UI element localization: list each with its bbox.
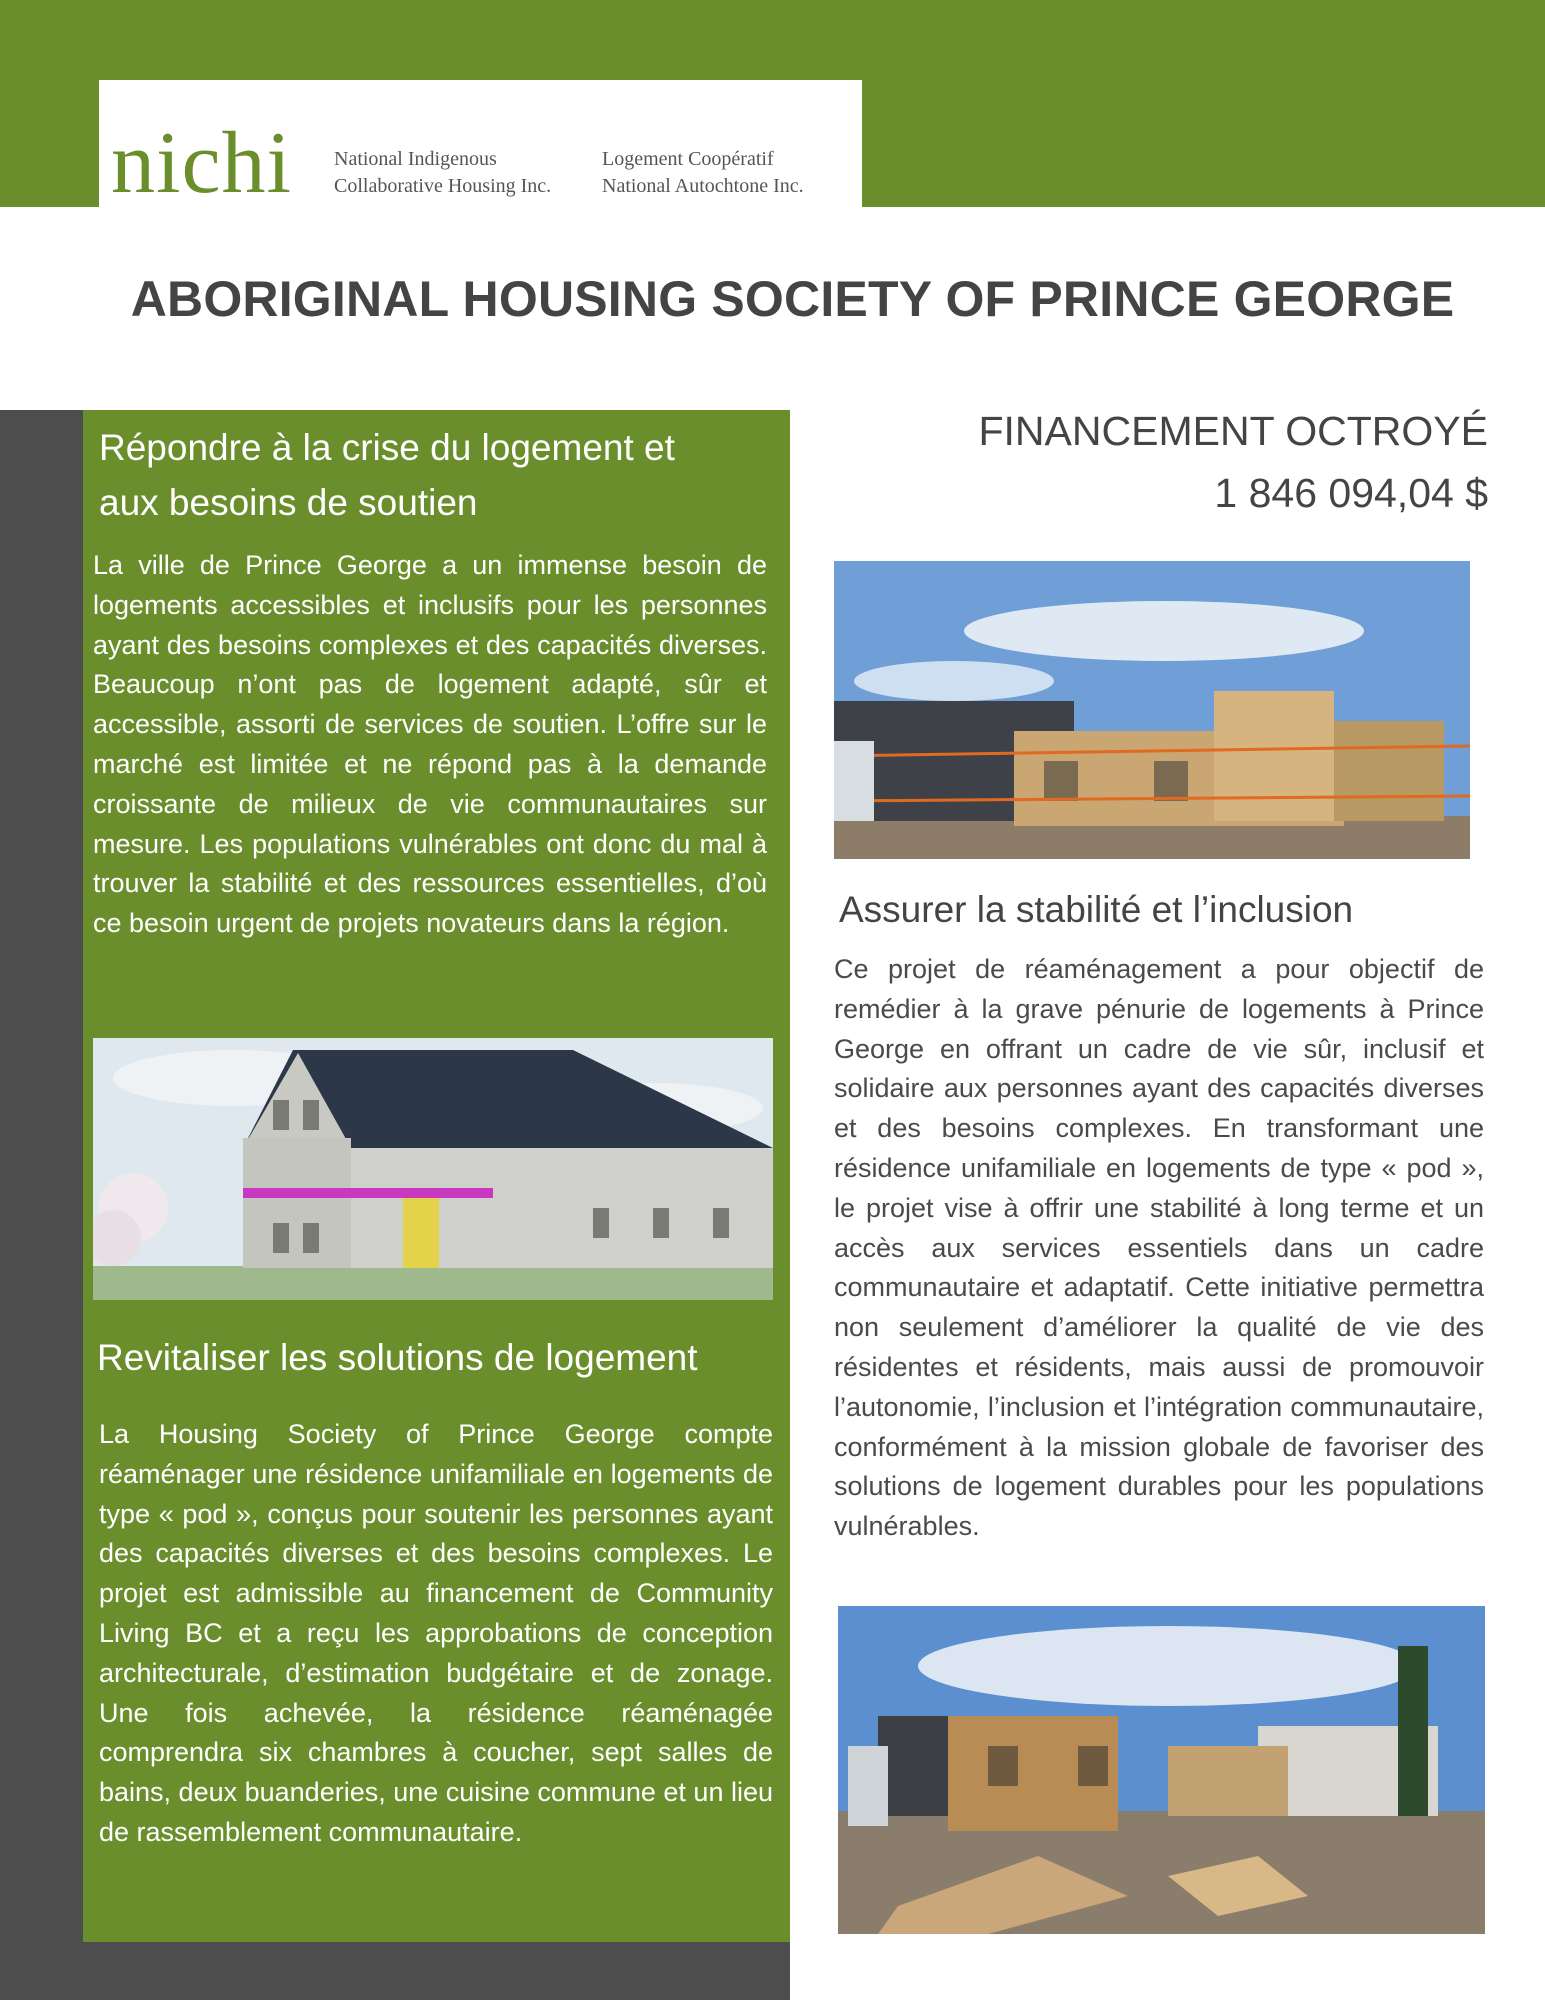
logo-org-en-line1: National Indigenous — [334, 148, 497, 170]
funding-label: FINANCEMENT OCTROYÉ — [978, 408, 1488, 454]
logo-org-fr-line1: Logement Coopératif — [602, 148, 774, 170]
section-body-crisis: La ville de Prince George a un immense besoin de logements accessibles et inclusifs pour les personnes ayant des besoins complexes et des capacités diverses. Beaucoup n’ont pas de logement adapté, sûr et accessible, assorti de services de soutien. L’offre sur le marché est limitée et ne répond pas à la demande croissante de milieux de vie communautaires sur mesure. Les populations vulnérables ont donc du mal à trouver la stabilité et des ressources essentielles, d’où ce besoin urgent de projets novateurs dans la région. — [93, 550, 767, 939]
logo-org-fr-line2: National Autochtone Inc. — [602, 175, 804, 197]
section-body-stability: Ce projet de réaménagement a pour objectif de remédier à la grave pénurie de logements à Prince George en offrant un cadre de vie sûr, inclusif et solidaire aux personnes ayant des capacités diverses et des besoins complexes. En transformant une résidence unifamiliale en logements de type « pod », le projet vise à offrir une stabilité à long terme et un accès aux services essentiels dans un cadre communautaire et adaptatif. Cette initiative permettra non seulement d’améliorer la qualité de vie des résidentes et résidents, mais aussi de promouvoir l’autonomie, l’inclusion et l’intégration communautaire, conformément à la mission globale de favoriser des solutions de logement durables pour les populations vulnérables. — [834, 954, 1484, 1542]
funding-block — [979, 400, 1489, 524]
section-heading-crisis: Répondre à la crise du logement et aux besoins de soutien — [99, 427, 675, 523]
construction-photo-framing — [834, 561, 1470, 859]
house-rendering-image — [93, 1038, 773, 1300]
logo-wordmark: nichi — [111, 115, 292, 212]
section-body-revitalize: La Housing Society of Prince George compte réaménager une résidence unifamiliale en logements de type « pod », conçus pour soutenir les personnes ayant des capacités diverses et des besoins complexes. Le projet est admissible au financement de Community Living BC et a reçu les approbations de conception architecturale, d’estimation budgétaire et de zonage. Une fois achevée, la résidence réaménagée comprendra six chambres à coucher, sept salles de bains, deux buanderies, une cuisine commune et un lieu de rassemblement communautaire. — [99, 1419, 773, 1847]
section-heading-stability: Assurer la stabilité et l’inclusion — [839, 889, 1354, 930]
section-heading-revitalize: Revitaliser les solutions de logement — [97, 1337, 698, 1378]
funding-amount: 1 846 094,04 $ — [1214, 470, 1488, 516]
logo-org-en-line2: Collaborative Housing Inc. — [334, 175, 552, 197]
construction-photo-site — [838, 1606, 1485, 1934]
nichi-logo — [99, 80, 862, 210]
page-title: ABORIGINAL HOUSING SOCIETY OF PRINCE GEORGE — [130, 271, 1455, 327]
